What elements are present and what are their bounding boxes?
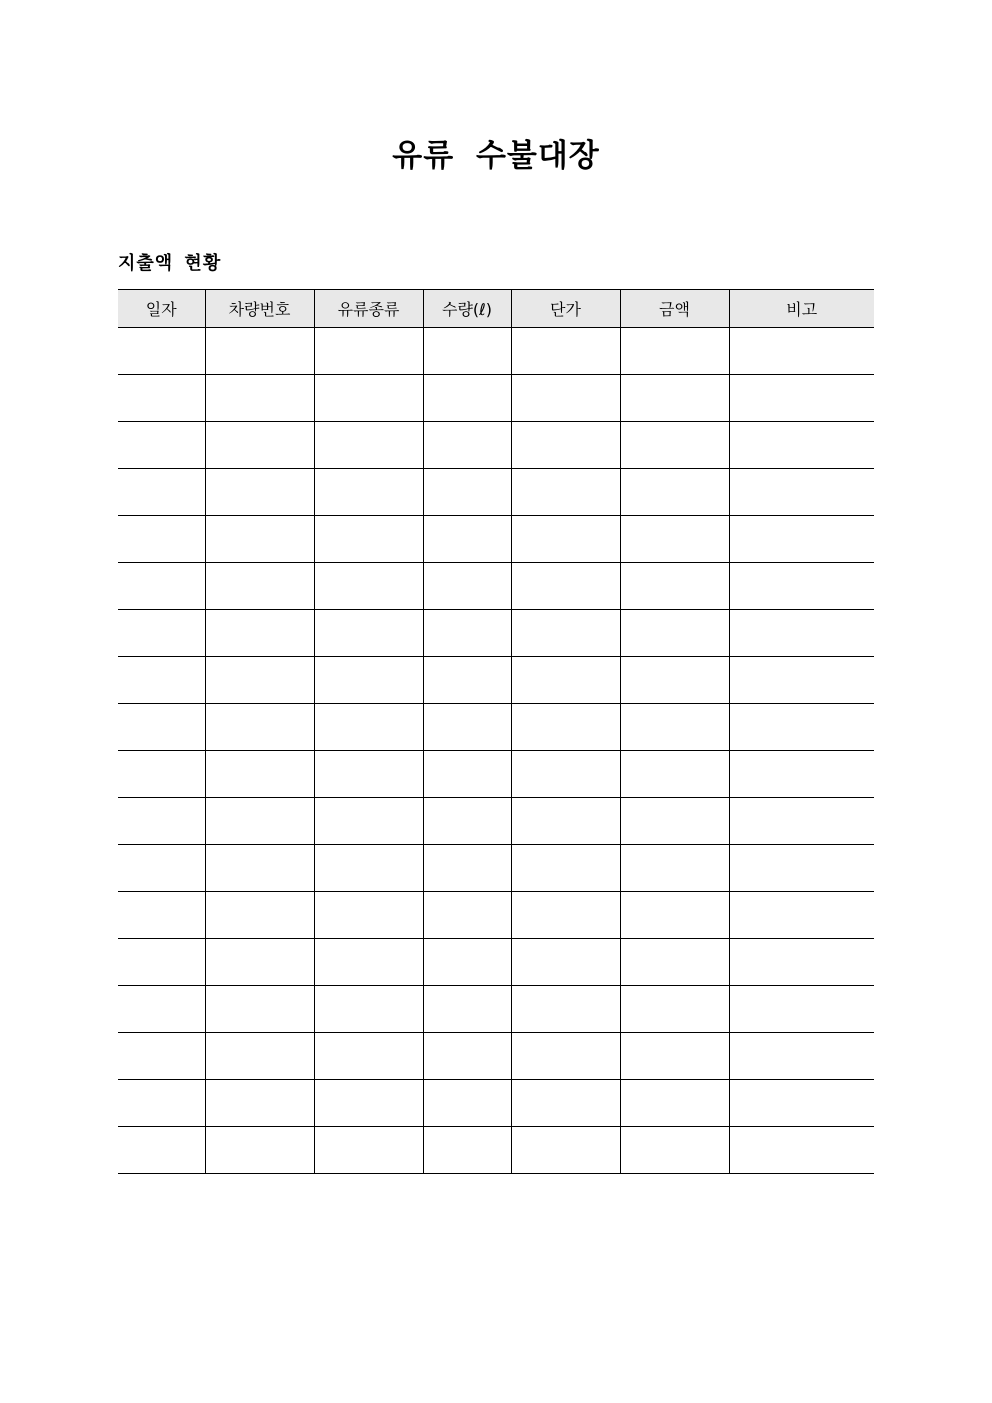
amount-cell[interactable]: [620, 892, 729, 939]
fuel-type-cell[interactable]: [314, 1033, 423, 1080]
fuel-type-cell[interactable]: [314, 375, 423, 422]
remarks-cell[interactable]: [729, 892, 874, 939]
column-header-vehicle-number: 차량번호: [205, 290, 314, 328]
date-cell[interactable]: [118, 751, 205, 798]
unit-price-cell[interactable]: [511, 375, 620, 422]
unit-price-cell[interactable]: [511, 845, 620, 892]
unit-price-cell[interactable]: [511, 1080, 620, 1127]
date-cell[interactable]: [118, 798, 205, 845]
date-cell[interactable]: [118, 892, 205, 939]
amount-cell[interactable]: [620, 986, 729, 1033]
fuel-type-cell[interactable]: [314, 1080, 423, 1127]
fuel-type-cell[interactable]: [314, 516, 423, 563]
table-row: [118, 939, 874, 986]
date-cell[interactable]: [118, 1127, 205, 1174]
fuel-type-cell[interactable]: [314, 469, 423, 516]
table-row: [118, 986, 874, 1033]
vehicle-number-cell[interactable]: [205, 704, 314, 751]
table-row: [118, 516, 874, 563]
remarks-cell[interactable]: [729, 704, 874, 751]
date-cell[interactable]: [118, 704, 205, 751]
vehicle-number-cell[interactable]: [205, 328, 314, 375]
table-row: [118, 1080, 874, 1127]
vehicle-number-cell[interactable]: [205, 751, 314, 798]
amount-cell[interactable]: [620, 328, 729, 375]
amount-cell[interactable]: [620, 1033, 729, 1080]
section-heading: 지출액 현황: [118, 253, 222, 274]
remarks-cell[interactable]: [729, 657, 874, 704]
unit-price-cell[interactable]: [511, 798, 620, 845]
amount-cell[interactable]: [620, 704, 729, 751]
unit-price-cell[interactable]: [511, 1127, 620, 1174]
vehicle-number-cell[interactable]: [205, 375, 314, 422]
unit-price-cell[interactable]: [511, 1033, 620, 1080]
table-row: [118, 798, 874, 845]
quantity-cell[interactable]: [423, 704, 511, 751]
vehicle-number-cell[interactable]: [205, 1033, 314, 1080]
table-row: [118, 469, 874, 516]
quantity-cell[interactable]: [423, 563, 511, 610]
fuel-type-cell[interactable]: [314, 328, 423, 375]
quantity-cell[interactable]: [423, 751, 511, 798]
unit-price-cell[interactable]: [511, 563, 620, 610]
unit-price-cell[interactable]: [511, 751, 620, 798]
amount-cell[interactable]: [620, 798, 729, 845]
table-row: [118, 1127, 874, 1174]
fuel-type-cell[interactable]: [314, 422, 423, 469]
date-cell[interactable]: [118, 422, 205, 469]
quantity-cell[interactable]: [423, 986, 511, 1033]
remarks-cell[interactable]: [729, 469, 874, 516]
column-header-amount: 금액: [620, 290, 729, 328]
quantity-cell[interactable]: [423, 939, 511, 986]
quantity-cell[interactable]: [423, 469, 511, 516]
amount-cell[interactable]: [620, 469, 729, 516]
unit-price-cell[interactable]: [511, 657, 620, 704]
remarks-cell[interactable]: [729, 610, 874, 657]
unit-price-cell[interactable]: [511, 328, 620, 375]
document-title: 유류 수불대장: [392, 138, 600, 174]
vehicle-number-cell[interactable]: [205, 1080, 314, 1127]
remarks-cell[interactable]: [729, 516, 874, 563]
vehicle-number-cell[interactable]: [205, 845, 314, 892]
remarks-cell[interactable]: [729, 986, 874, 1033]
fuel-ledger-table: [118, 289, 874, 1174]
date-cell[interactable]: [118, 563, 205, 610]
quantity-cell[interactable]: [423, 516, 511, 563]
column-header-unit-price: 단가: [511, 290, 620, 328]
remarks-cell[interactable]: [729, 328, 874, 375]
date-cell[interactable]: [118, 657, 205, 704]
fuel-type-cell[interactable]: [314, 939, 423, 986]
vehicle-number-cell[interactable]: [205, 563, 314, 610]
table-row: [118, 892, 874, 939]
table-row: [118, 375, 874, 422]
table-row: [118, 328, 874, 375]
amount-cell[interactable]: [620, 1127, 729, 1174]
table-row: [118, 610, 874, 657]
quantity-cell[interactable]: [423, 1033, 511, 1080]
remarks-cell[interactable]: [729, 1033, 874, 1080]
fuel-type-cell[interactable]: [314, 1127, 423, 1174]
date-cell[interactable]: [118, 939, 205, 986]
table-row: [118, 422, 874, 469]
amount-cell[interactable]: [620, 610, 729, 657]
quantity-cell[interactable]: [423, 1127, 511, 1174]
unit-price-cell[interactable]: [511, 892, 620, 939]
table-row: [118, 1033, 874, 1080]
remarks-cell[interactable]: [729, 1127, 874, 1174]
vehicle-number-cell[interactable]: [205, 422, 314, 469]
quantity-cell[interactable]: [423, 798, 511, 845]
remarks-cell[interactable]: [729, 422, 874, 469]
amount-cell[interactable]: [620, 939, 729, 986]
table-row: [118, 704, 874, 751]
remarks-cell[interactable]: [729, 1080, 874, 1127]
amount-cell[interactable]: [620, 375, 729, 422]
quantity-cell[interactable]: [423, 657, 511, 704]
column-header-quantity: 수량(ℓ): [423, 290, 511, 328]
vehicle-number-cell[interactable]: [205, 516, 314, 563]
date-cell[interactable]: [118, 328, 205, 375]
remarks-cell[interactable]: [729, 751, 874, 798]
fuel-type-cell[interactable]: [314, 751, 423, 798]
column-header-date: 일자: [118, 290, 205, 328]
unit-price-cell[interactable]: [511, 516, 620, 563]
fuel-type-cell[interactable]: [314, 657, 423, 704]
unit-price-cell[interactable]: [511, 939, 620, 986]
amount-cell[interactable]: [620, 751, 729, 798]
vehicle-number-cell[interactable]: [205, 657, 314, 704]
remarks-cell[interactable]: [729, 375, 874, 422]
amount-cell[interactable]: [620, 657, 729, 704]
unit-price-cell[interactable]: [511, 469, 620, 516]
date-cell[interactable]: [118, 610, 205, 657]
vehicle-number-cell[interactable]: [205, 469, 314, 516]
quantity-cell[interactable]: [423, 845, 511, 892]
date-cell[interactable]: [118, 375, 205, 422]
quantity-cell[interactable]: [423, 422, 511, 469]
amount-cell[interactable]: [620, 422, 729, 469]
unit-price-cell[interactable]: [511, 422, 620, 469]
column-header-fuel-type: 유류종류: [314, 290, 423, 328]
date-cell[interactable]: [118, 986, 205, 1033]
quantity-cell[interactable]: [423, 610, 511, 657]
table-row: [118, 563, 874, 610]
table-body: [118, 328, 874, 1174]
date-cell[interactable]: [118, 1080, 205, 1127]
quantity-cell[interactable]: [423, 892, 511, 939]
date-cell[interactable]: [118, 1033, 205, 1080]
quantity-cell[interactable]: [423, 328, 511, 375]
quantity-cell[interactable]: [423, 1080, 511, 1127]
amount-cell[interactable]: [620, 1080, 729, 1127]
table-row: [118, 657, 874, 704]
vehicle-number-cell[interactable]: [205, 892, 314, 939]
table-row: [118, 751, 874, 798]
vehicle-number-cell[interactable]: [205, 610, 314, 657]
remarks-cell[interactable]: [729, 939, 874, 986]
table-header-row: [118, 290, 874, 328]
amount-cell[interactable]: [620, 516, 729, 563]
remarks-cell[interactable]: [729, 798, 874, 845]
unit-price-cell[interactable]: [511, 704, 620, 751]
vehicle-number-cell[interactable]: [205, 798, 314, 845]
amount-cell[interactable]: [620, 563, 729, 610]
fuel-type-cell[interactable]: [314, 986, 423, 1033]
column-header-remarks: 비고: [729, 290, 874, 328]
vehicle-number-cell[interactable]: [205, 939, 314, 986]
table-row: [118, 845, 874, 892]
fuel-type-cell[interactable]: [314, 563, 423, 610]
date-cell[interactable]: [118, 516, 205, 563]
unit-price-cell[interactable]: [511, 986, 620, 1033]
remarks-cell[interactable]: [729, 845, 874, 892]
fuel-type-cell[interactable]: [314, 610, 423, 657]
fuel-type-cell[interactable]: [314, 704, 423, 751]
quantity-cell[interactable]: [423, 375, 511, 422]
fuel-type-cell[interactable]: [314, 892, 423, 939]
date-cell[interactable]: [118, 469, 205, 516]
date-cell[interactable]: [118, 845, 205, 892]
vehicle-number-cell[interactable]: [205, 986, 314, 1033]
remarks-cell[interactable]: [729, 563, 874, 610]
unit-price-cell[interactable]: [511, 610, 620, 657]
fuel-type-cell[interactable]: [314, 798, 423, 845]
amount-cell[interactable]: [620, 845, 729, 892]
fuel-type-cell[interactable]: [314, 845, 423, 892]
vehicle-number-cell[interactable]: [205, 1127, 314, 1174]
